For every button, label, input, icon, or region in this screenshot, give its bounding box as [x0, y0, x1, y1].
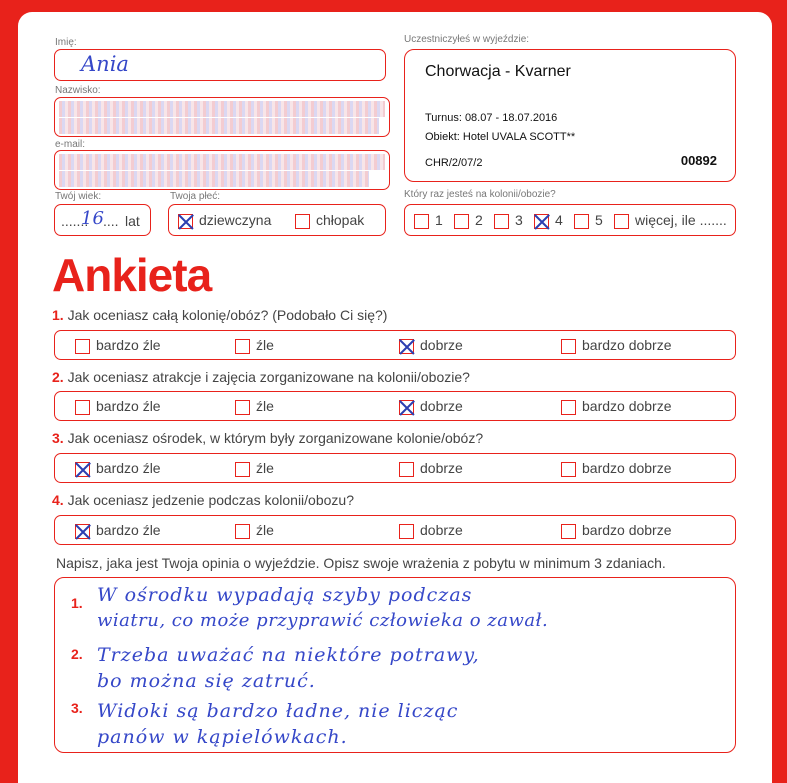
- q3-option-label: dobrze: [420, 460, 463, 476]
- question-4: [52, 492, 354, 508]
- q1-checkbox[interactable]: [561, 339, 576, 354]
- question-2-text: Jak oceniasz atrakcje i zajęcia zorganizowane na kolonii/obozie?: [67, 369, 470, 385]
- trip-name: Chorwacja - Kvarner: [425, 63, 571, 80]
- question-3-options: [54, 453, 736, 483]
- q4-checkbox[interactable]: [561, 524, 576, 539]
- opinion-1-line-2: wiatru, co może przyprawić człowieka o zawał.: [97, 610, 549, 631]
- question-1: [52, 307, 387, 323]
- ktory-label: Który raz jesteś na kolonii/obozie?: [404, 189, 556, 200]
- wiek-label: Twój wiek:: [55, 191, 102, 202]
- nazwisko-field[interactable]: [54, 97, 390, 137]
- ktory-label-3: 3: [515, 212, 523, 228]
- q3-checkbox[interactable]: [75, 462, 90, 477]
- q2-checkbox[interactable]: [75, 400, 90, 415]
- plec-label: Twoja płeć:: [170, 191, 221, 202]
- plec-male-checkbox[interactable]: [295, 214, 310, 229]
- q4-option-dobrze[interactable]: [399, 522, 463, 539]
- q2-option-bardzo-dobrze[interactable]: [561, 398, 672, 415]
- question-1-text: Jak oceniasz całą kolonię/obóz? (Podobało Ci się?): [67, 307, 388, 323]
- q2-option-label: źle: [256, 398, 274, 414]
- q1-checkbox[interactable]: [75, 339, 90, 354]
- q4-option-label: bardzo dobrze: [582, 522, 672, 538]
- ktory-label-2: 2: [475, 212, 483, 228]
- q3-checkbox[interactable]: [399, 462, 414, 477]
- q4-checkbox[interactable]: [75, 524, 90, 539]
- ktory-checkbox-1[interactable]: [414, 214, 429, 229]
- email-field[interactable]: [54, 150, 390, 190]
- q1-option-bardzo-zle[interactable]: [75, 337, 161, 354]
- q4-checkbox[interactable]: [399, 524, 414, 539]
- wiek-value: 16: [81, 208, 104, 229]
- q1-option-label: bardzo źle: [96, 337, 161, 353]
- q2-checkbox[interactable]: [561, 400, 576, 415]
- ktory-option-5[interactable]: [574, 212, 603, 229]
- ktory-field: [404, 204, 736, 236]
- trip-turnus: Turnus: 08.07 - 18.07.2016: [425, 112, 558, 124]
- uczestnik-label: Uczestniczyłeś w wyjeździe:: [404, 34, 530, 45]
- question-4-text: Jak oceniasz jedzenie podczas kolonii/obozu?: [67, 492, 354, 508]
- redacted-email: [59, 171, 369, 187]
- trip-box: [404, 49, 736, 182]
- nazwisko-label: Nazwisko:: [55, 85, 101, 96]
- ktory-label-1: 1: [435, 212, 443, 228]
- question-4-options: [54, 515, 736, 545]
- q2-option-label: bardzo dobrze: [582, 398, 672, 414]
- ktory-label-4: 4: [555, 212, 563, 228]
- q2-option-label: bardzo źle: [96, 398, 161, 414]
- plec-field: [168, 204, 386, 236]
- imie-label: Imię:: [55, 37, 77, 48]
- q2-checkbox[interactable]: [235, 400, 250, 415]
- redacted-surname: [59, 118, 379, 134]
- q1-option-label: bardzo dobrze: [582, 337, 672, 353]
- ktory-checkbox-more[interactable]: [614, 214, 629, 229]
- q3-option-label: bardzo dobrze: [582, 460, 672, 476]
- opinion-3-line-1: Widoki są bardzo ładne, nie licząc: [97, 700, 459, 722]
- q3-checkbox[interactable]: [561, 462, 576, 477]
- plec-female-label: dziewczyna: [199, 212, 272, 228]
- q1-checkbox[interactable]: [235, 339, 250, 354]
- question-4-num: 4.: [52, 492, 64, 508]
- q4-option-zle[interactable]: [235, 522, 274, 539]
- imie-value: Ania: [81, 52, 129, 76]
- trip-number: 00892: [680, 153, 717, 168]
- q1-option-dobrze[interactable]: [399, 337, 463, 354]
- ktory-option-3[interactable]: [494, 212, 523, 229]
- plec-female-checkbox[interactable]: [178, 214, 193, 229]
- question-1-options: [54, 330, 736, 360]
- q3-checkbox[interactable]: [235, 462, 250, 477]
- question-3: [52, 430, 483, 446]
- q4-option-bardzo-zle[interactable]: [75, 522, 161, 539]
- imie-field[interactable]: [54, 49, 386, 81]
- question-3-num: 3.: [52, 430, 64, 446]
- ktory-option-4[interactable]: [534, 212, 563, 229]
- opinion-3-num: 3.: [71, 700, 83, 716]
- ktory-option-more[interactable]: [614, 212, 727, 229]
- plec-female-option[interactable]: [178, 212, 271, 229]
- email-label: e-mail:: [55, 139, 86, 150]
- q3-option-bardzo-dobrze[interactable]: [561, 460, 672, 477]
- question-2-options: [54, 391, 736, 421]
- ktory-checkbox-2[interactable]: [454, 214, 469, 229]
- redacted-surname: [59, 101, 385, 117]
- question-2-num: 2.: [52, 369, 64, 385]
- q4-checkbox[interactable]: [235, 524, 250, 539]
- q4-option-label: źle: [256, 522, 274, 538]
- ktory-checkbox-3[interactable]: [494, 214, 509, 229]
- ktory-checkbox-5[interactable]: [574, 214, 589, 229]
- redacted-email: [59, 154, 385, 170]
- q1-option-bardzo-dobrze[interactable]: [561, 337, 672, 354]
- q3-option-dobrze[interactable]: [399, 460, 463, 477]
- q2-option-dobrze[interactable]: [399, 398, 463, 415]
- q3-option-bardzo-zle[interactable]: [75, 460, 161, 477]
- wiek-dots: .......: [61, 213, 89, 229]
- page-title: Ankieta: [52, 249, 212, 301]
- question-1-num: 1.: [52, 307, 64, 323]
- opinion-prompt: Napisz, jaka jest Twoja opinia o wyjeździe. Opisz swoje wrażenia z pobytu w minimum 3 zdaniach.: [56, 555, 666, 571]
- wiek-field[interactable]: [54, 204, 151, 236]
- ktory-checkbox-4[interactable]: [534, 214, 549, 229]
- trip-obiekt: Obiekt: Hotel UVALA SCOTT**: [425, 131, 576, 143]
- ktory-option-1[interactable]: [414, 212, 443, 229]
- q2-option-label: dobrze: [420, 398, 463, 414]
- q1-option-label: dobrze: [420, 337, 463, 353]
- plec-male-option[interactable]: [295, 212, 364, 229]
- trip-code: CHR/2/07/2: [425, 157, 483, 169]
- opinion-2-line-1: Trzeba uważać na niektóre potrawy,: [97, 644, 480, 666]
- question-2: [52, 369, 470, 385]
- opinion-1-line-1: W ośrodku wypadają szyby podczas: [97, 584, 473, 606]
- opinion-1-num: 1.: [71, 595, 83, 611]
- ktory-label-more: więcej, ile .......: [635, 212, 727, 228]
- q2-option-bardzo-zle[interactable]: [75, 398, 161, 415]
- wiek-unit: lat: [125, 213, 140, 229]
- q3-option-label: bardzo źle: [96, 460, 161, 476]
- ktory-label-5: 5: [595, 212, 603, 228]
- question-3-text: Jak oceniasz ośrodek, w którym były zorganizowane kolonie/obóz?: [67, 430, 484, 446]
- opinion-field[interactable]: [54, 577, 736, 753]
- opinion-3-line-2: panów w kąpielówkach.: [97, 726, 348, 748]
- q1-option-label: źle: [256, 337, 274, 353]
- q4-option-bardzo-dobrze[interactable]: [561, 522, 672, 539]
- ktory-option-2[interactable]: [454, 212, 483, 229]
- plec-male-label: chłopak: [316, 212, 365, 228]
- q2-checkbox[interactable]: [399, 400, 414, 415]
- q3-option-zle[interactable]: [235, 460, 274, 477]
- q3-option-label: źle: [256, 460, 274, 476]
- opinion-2-line-2: bo można się zatruć.: [97, 670, 316, 692]
- q4-option-label: bardzo źle: [96, 522, 161, 538]
- q2-option-zle[interactable]: [235, 398, 274, 415]
- q1-checkbox[interactable]: [399, 339, 414, 354]
- q1-option-zle[interactable]: [235, 337, 274, 354]
- wiek-dots-after: ....: [103, 213, 119, 229]
- q4-option-label: dobrze: [420, 522, 463, 538]
- opinion-2-num: 2.: [71, 646, 83, 662]
